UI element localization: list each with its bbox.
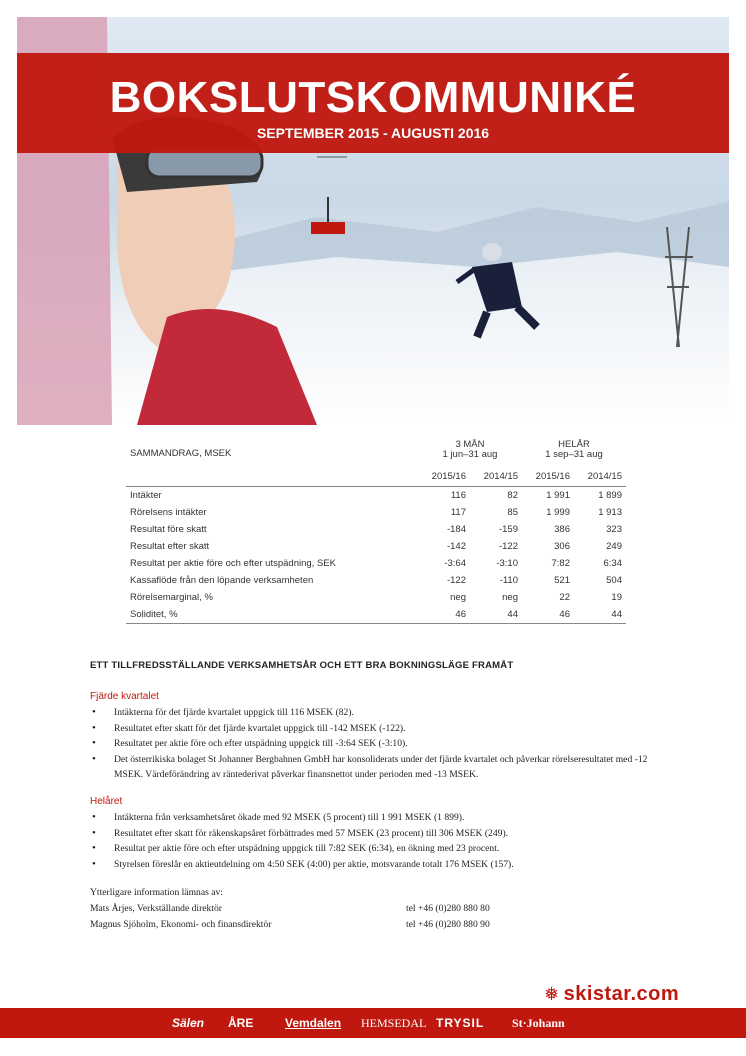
row-label: Resultat efter skatt bbox=[130, 541, 210, 552]
contact-name: Mats Årjes, Verkställande direktör bbox=[90, 903, 222, 914]
cell: 46 bbox=[418, 606, 470, 624]
summary-title: SAMMANDRAG, MSEK bbox=[130, 447, 232, 459]
table-row bbox=[126, 606, 626, 624]
cell: 117 bbox=[450, 507, 466, 518]
list-item: • Intäkterna från verksamhetsåret ökade med 92 MSEK (5 procent) till 1 991 MSEK (1 899). bbox=[90, 810, 670, 826]
cell: -142 bbox=[446, 541, 466, 552]
group-3man-period: 1 jun–31 aug bbox=[442, 449, 498, 460]
cell: 19 bbox=[611, 592, 622, 603]
table-row bbox=[126, 504, 626, 521]
snowflake-icon: ❅ bbox=[544, 984, 560, 1004]
cell: 386 bbox=[554, 524, 570, 535]
table-row bbox=[126, 572, 626, 589]
cell: 44 bbox=[574, 606, 626, 624]
table-row bbox=[126, 589, 626, 606]
cell: neg bbox=[450, 592, 466, 603]
group-helar-name: HELÅR bbox=[558, 439, 590, 450]
cell: 46 bbox=[522, 606, 574, 624]
list-item: • Resultatet efter skatt för räkenskapsåret förbättrades med 57 MSEK (23 procent) till 306 MSEK (249). bbox=[90, 826, 670, 842]
row-label: Resultat per aktie före och efter utspädning, SEK bbox=[130, 558, 336, 569]
group-3man bbox=[418, 440, 522, 460]
list-item: • Resultat per aktie före och efter utspädning uppgick till 7:82 SEK (6:34), en ökning med 23 procent. bbox=[90, 841, 670, 857]
cell: 1 913 bbox=[598, 507, 622, 518]
destination-hemsedal[interactable]: HEMSEDAL bbox=[361, 1016, 427, 1030]
year-bullet-list bbox=[90, 810, 670, 872]
cell: -3:10 bbox=[496, 558, 518, 569]
row-label: Soliditet, % bbox=[126, 606, 418, 624]
cell: 1 999 bbox=[546, 507, 570, 518]
contact-tel[interactable]: tel +46 (0)280 880 80 bbox=[406, 903, 490, 914]
row-label: Kassaflöde från den löpande verksamheten bbox=[130, 575, 314, 586]
year-header: 2014/15 bbox=[470, 466, 522, 487]
year-header: 2015/16 bbox=[418, 466, 470, 487]
cell: 82 bbox=[507, 490, 518, 501]
info-intro: Ytterligare information lämnas av: bbox=[90, 887, 223, 898]
logo-text: skistar.com bbox=[563, 983, 680, 1005]
cell: 306 bbox=[554, 541, 570, 552]
cell: 504 bbox=[606, 575, 622, 586]
cell: 116 bbox=[450, 490, 466, 501]
cell: -159 bbox=[498, 524, 518, 535]
year-header: 2014/15 bbox=[574, 466, 626, 487]
destination-salen[interactable]: Sälen bbox=[172, 1016, 205, 1030]
list-item: • Intäkterna för det fjärde kvartalet uppgick till 116 MSEK (82). bbox=[90, 705, 670, 721]
destination-are[interactable]: ÅRE bbox=[228, 1016, 254, 1030]
cell: -3:64 bbox=[444, 558, 466, 569]
destination-vemdalen[interactable]: Vemdalen bbox=[285, 1016, 342, 1030]
cell: 323 bbox=[606, 524, 622, 535]
group-helar bbox=[522, 440, 626, 460]
row-label: Rörelsens intäkter bbox=[130, 507, 207, 518]
skistar-logo[interactable] bbox=[544, 983, 679, 1006]
group-3man-name: 3 MÅN bbox=[455, 439, 485, 450]
row-label: Intäkter bbox=[130, 490, 162, 501]
table-row bbox=[126, 555, 626, 572]
q4-bullet-list bbox=[90, 705, 670, 783]
section-title-q4: Fjärde kvartalet bbox=[90, 691, 159, 702]
page-subtitle: SEPTEMBER 2015 - AUGUSTI 2016 bbox=[256, 125, 490, 141]
table-row bbox=[126, 521, 626, 538]
list-item: • Resultatet per aktie före och efter utspädning uppgick till -3:64 SEK (-3:10). bbox=[90, 736, 670, 752]
cell: 1 899 bbox=[598, 490, 622, 501]
list-item: • Styrelsen föreslår en aktieutdelning om 4:50 SEK (4:00) per aktie, motsvarande totalt 176 MSEK (157). bbox=[90, 857, 670, 873]
year-header: 2015/16 bbox=[522, 466, 574, 487]
contact-name: Magnus Sjöholm, Ekonomi- och finansdirektör bbox=[90, 919, 272, 930]
cell: 521 bbox=[554, 575, 570, 586]
cell: 44 bbox=[470, 606, 522, 624]
list-item: • Det österrikiska bolaget St Johanner Bergbahnen GmbH har konsoliderats under det fjärde kvartalet och påverkar rörelseresultatet med -12 MSEK. Värdeförändring av räntederivat påverkar finansnettot under perioden med -13 MSEK. bbox=[90, 752, 670, 783]
section-title-year: Helåret bbox=[90, 796, 123, 807]
table-row bbox=[126, 487, 626, 505]
page-title: BOKSLUTSKOMMUNIKÉ bbox=[109, 73, 637, 122]
cell: -184 bbox=[446, 524, 466, 535]
cell: 85 bbox=[507, 507, 518, 518]
row-label: Resultat före skatt bbox=[130, 524, 207, 535]
cell: neg bbox=[502, 592, 518, 603]
cell: -122 bbox=[446, 575, 466, 586]
group-helar-period: 1 sep–31 aug bbox=[545, 449, 603, 460]
cell: 6:34 bbox=[603, 558, 622, 569]
cell: 7:82 bbox=[551, 558, 570, 569]
cell: 22 bbox=[559, 592, 570, 603]
headline: ETT TILLFREDSSTÄLLANDE VERKSAMHETSÅR OCH ETT BRA BOKNINGSLÄGE FRAMÅT bbox=[90, 660, 514, 671]
cell: 1 991 bbox=[546, 490, 570, 501]
table-row bbox=[126, 538, 626, 555]
destination-trysil[interactable]: TRYSIL bbox=[436, 1016, 485, 1030]
cell: 249 bbox=[606, 541, 622, 552]
row-label: Rörelsemarginal, % bbox=[130, 592, 213, 603]
contact-row bbox=[90, 919, 510, 930]
destination-st-johann[interactable]: St·Johann bbox=[512, 1016, 565, 1030]
list-item: • Resultatet efter skatt för det fjärde kvartalet uppgick till -142 MSEK (-122). bbox=[90, 721, 670, 737]
cell: -122 bbox=[498, 541, 518, 552]
contact-tel[interactable]: tel +46 (0)280 880 90 bbox=[406, 919, 490, 930]
cell: -110 bbox=[499, 575, 518, 586]
contact-row bbox=[90, 903, 510, 914]
summary-table bbox=[126, 440, 626, 624]
